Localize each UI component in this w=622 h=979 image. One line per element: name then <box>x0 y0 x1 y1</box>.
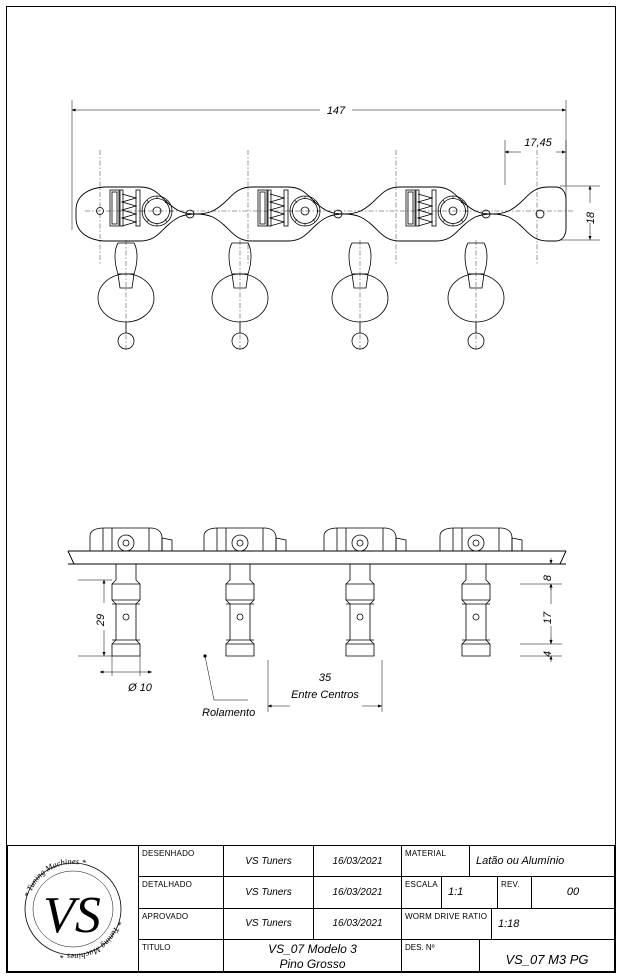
value-titulo <box>224 940 402 971</box>
logo-monogram: VS <box>43 887 101 944</box>
dim-height-29: 29 <box>95 613 107 627</box>
value-detalhado: VS Tuners <box>224 877 314 907</box>
dim-center-distance-label: Entre Centros <box>291 689 359 701</box>
label-detalhado: DETALHADO <box>139 877 224 907</box>
value-des-no: VS_07 M3 PG <box>505 952 589 967</box>
row-detalhado <box>139 877 614 908</box>
cell-escala-rev <box>402 877 614 907</box>
dim-height-4: 4 <box>542 650 554 658</box>
label-material: MATERIAL <box>402 846 470 876</box>
label-rolamento: Rolamento <box>202 707 256 719</box>
value-escala: 1:1 <box>442 877 498 907</box>
value-material: Latão ou Alumínio <box>476 855 565 868</box>
label-worm-drive-ratio: WORM DRIVE RATIO <box>402 909 492 939</box>
dim-hole-diameter: Ø 10 <box>128 682 152 694</box>
label-escala: ESCALA <box>402 877 442 907</box>
label-des-no: DES. Nº <box>402 940 480 971</box>
value-desenhado: VS Tuners <box>224 846 314 876</box>
value-rev: 00 <box>566 886 580 899</box>
cell-worm-drive-ratio <box>402 909 614 939</box>
row-titulo <box>139 940 614 971</box>
label-titulo: TITULO <box>139 940 224 971</box>
label-desenhado: DESENHADO <box>139 846 224 876</box>
dim-height-8: 8 <box>542 574 554 582</box>
titulo-line1: VS_07 Modelo 3 <box>268 941 357 956</box>
title-block-fields <box>139 846 614 971</box>
value-worm-drive-ratio: 1:18 <box>498 917 520 930</box>
row-desenhado <box>139 846 614 877</box>
row-aprovado <box>139 909 614 940</box>
vs-logo <box>8 846 139 971</box>
cell-material <box>402 846 614 876</box>
titulo-line2: Pino Grosso <box>279 956 346 971</box>
dim-plate-height: 18 <box>585 211 597 225</box>
title-block <box>7 845 615 972</box>
date-desenhado: 16/03/2021 <box>314 846 402 876</box>
dim-post-spacing: 17,45 <box>524 137 552 149</box>
logo-cell <box>8 846 139 971</box>
logo-ring-text-bottom: * Tuning Machines * <box>59 919 125 963</box>
dim-center-distance-value: 35 <box>318 672 332 684</box>
date-detalhado: 16/03/2021 <box>314 877 402 907</box>
date-aprovado: 16/03/2021 <box>314 909 402 939</box>
dim-height-17: 17 <box>542 611 554 625</box>
value-aprovado: VS Tuners <box>224 909 314 939</box>
logo-ring-text-top: * Tuning Machines * <box>21 855 87 899</box>
label-aprovado: APROVADO <box>139 909 224 939</box>
dim-total-length: 147 <box>326 105 346 117</box>
label-rev: REV. <box>498 877 532 907</box>
